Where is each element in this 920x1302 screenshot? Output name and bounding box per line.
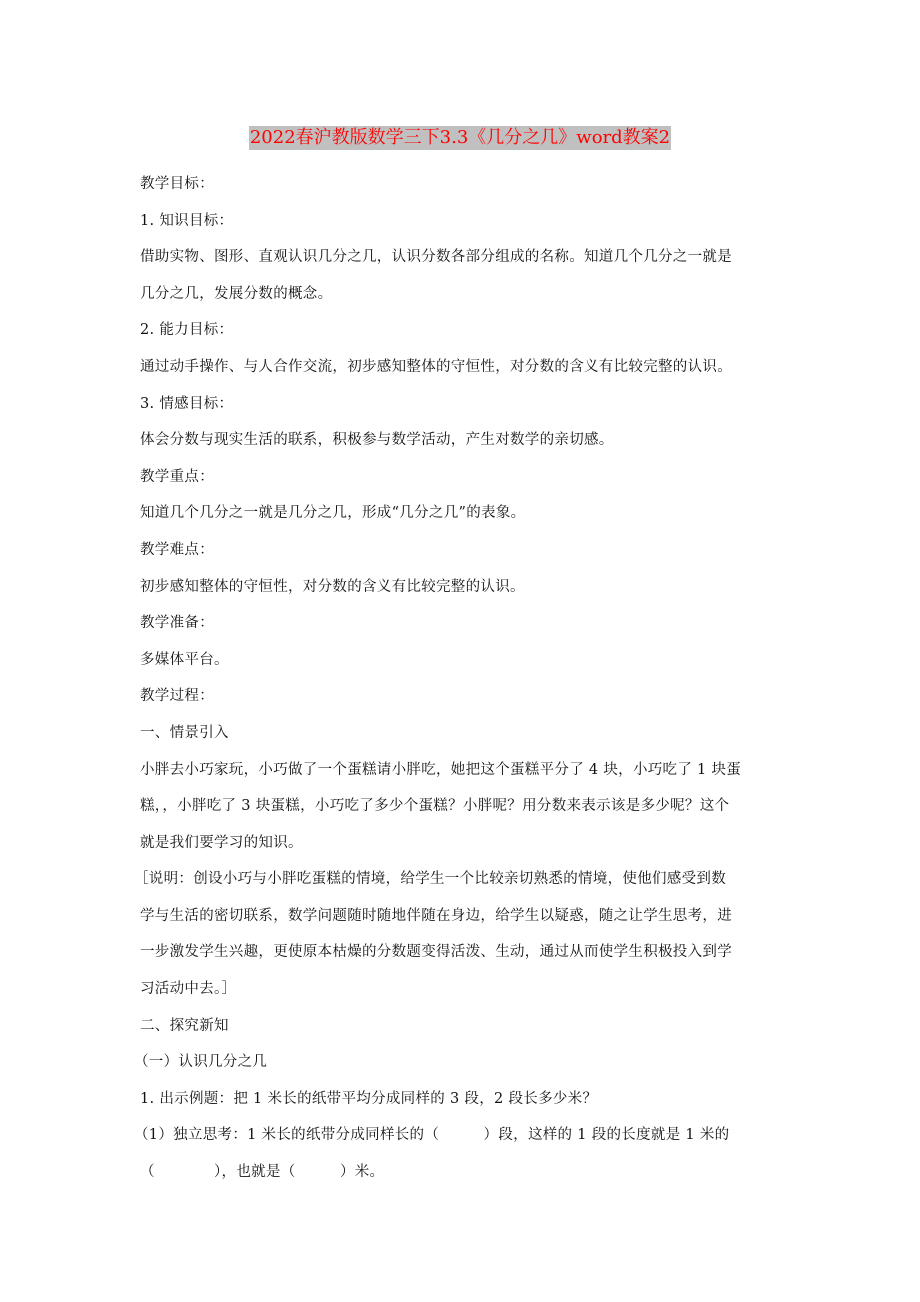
section-heading-intro: 一、情景引入 [140,724,229,741]
paragraph-line: 几分之几，发展分数的概念。 [140,285,333,302]
heading-preparation: 教学准备： [140,615,214,632]
exercise-line: （ ），也就是（ ）米。 [140,1164,385,1181]
subheading-ability-goal: 2. 能力目标： [140,322,234,339]
subheading-emotion-goal: 3. 情感目标： [140,395,234,412]
heading-key-points: 教学重点： [140,468,214,485]
document-title: 2022春沪教版数学三下3.3《几分之几》word教案2 [249,127,671,148]
heading-process: 教学过程： [140,688,214,705]
paragraph-line: 多媒体平台。 [140,651,229,668]
paragraph-line: 就是我们要学习的知识。 [140,834,303,851]
note-line: 习活动中去。］ [140,981,237,998]
paragraph-line: 通过动手操作、与人合作交流，初步感知整体的守恒性，对分数的含义有比较完整的认识。 [140,358,732,375]
paragraph-line: 小胖去小巧家玩，小巧做了一个蛋糕请小胖吃，她把这个蛋糕平分了 4 块，小巧吃了 1 块蛋 [140,761,742,778]
paragraph-line: 糕，，小胖吃了 3 块蛋糕，小巧吃了多少个蛋糕？小胖呢？用分数来表示该是多少呢？这个 [140,798,730,815]
exercise-line: （1）独立思考：1 米长的纸带分成同样长的（ ）段，这样的 1 段的长度就是 1 米的 [134,1127,730,1144]
heading-teaching-goals: 教学目标： [140,176,214,192]
paragraph-line: 知道几个几分之一就是几分之几，形成“几分之几”的表象。 [140,505,526,522]
note-line: ［说明：创设小巧与小胖吃蛋糕的情境，给学生一个比较亲切熟悉的情境，使他们感受到数 [134,871,726,888]
note-line: 学与生活的密切联系，数学问题随时随地伴随在身边，给学生以疑惑，随之让学生思考，进 [140,907,732,924]
subsection-heading: （一）认识几分之几 [134,1054,268,1071]
paragraph-line: 借助实物、图形、直观认识几分之几，认识分数各部分组成的名称。知道几个几分之一就是 [140,249,732,266]
title-container [0,126,920,150]
example-problem: 1. 出示例题：把 1 米长的纸带平均分成同样的 3 段，2 段长多少米？ [140,1090,598,1107]
heading-difficulties: 教学难点： [140,541,214,558]
note-line: 一步激发学生兴趣，更使原本枯燥的分数题变得活泼、生动，通过从而使学生积极投入到学 [140,944,732,961]
subheading-knowledge-goal: 1. 知识目标： [140,212,234,229]
section-heading-explore: 二、探究新知 [140,1017,229,1034]
paragraph-line: 体会分数与现实生活的联系，积极参与数学活动，产生对数学的亲切感。 [140,432,614,449]
document-body [134,166,790,1191]
paragraph-line: 初步感知整体的守恒性，对分数的含义有比较完整的认识。 [140,578,525,595]
